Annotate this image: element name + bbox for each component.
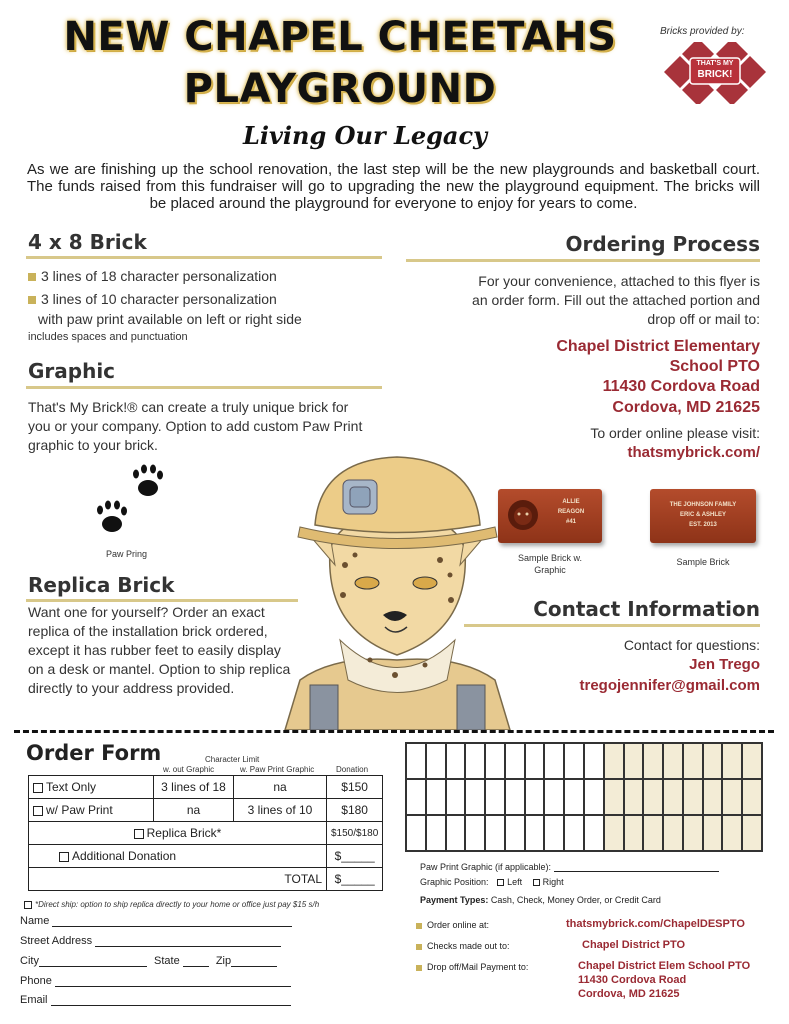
grid-cell[interactable] <box>525 779 545 815</box>
brick-note: includes spaces and punctuation <box>28 331 188 343</box>
order-form-title: Order Form <box>26 741 162 765</box>
grid-cell[interactable] <box>446 743 466 779</box>
brick2-line1: THE JOHNSON FAMILY <box>669 502 737 508</box>
row2-with: 3 lines of 10 <box>234 799 327 822</box>
ordering-text: For your convenience, attached to this flyer is an order form. Fill out the attached portion and drop off or mail to: <box>472 273 760 327</box>
grid-cell[interactable] <box>722 815 742 851</box>
position-right-checkbox[interactable] <box>533 879 540 886</box>
grid-cell[interactable] <box>465 743 485 779</box>
grid-cell[interactable] <box>465 779 485 815</box>
sample-brick-graphic <box>498 489 602 543</box>
drop-label: Drop off/Mail Payment to: <box>416 962 528 972</box>
cheetah-mascot-illustration <box>275 455 520 730</box>
brick2-line2: ERIC & ASHLEY <box>679 512 727 518</box>
row-replica[interactable]: Replica Brick* <box>29 822 327 845</box>
lion-graphic-icon <box>506 495 540 537</box>
grid-cell[interactable] <box>446 779 466 815</box>
grid-cell[interactable] <box>485 743 505 779</box>
grid-cell[interactable] <box>525 815 545 851</box>
grid-cell[interactable] <box>683 743 703 779</box>
row2-price: $180 <box>327 799 383 822</box>
checks-value: Chapel District PTO <box>582 939 686 951</box>
bullet-icon <box>28 296 36 304</box>
grid-cell[interactable] <box>663 743 683 779</box>
contact-label: Contact for questions: <box>623 637 760 653</box>
row3-price: $150/$180 <box>327 822 383 845</box>
brick-section-title: 4 x 8 Brick <box>28 230 147 254</box>
table-row <box>29 776 383 799</box>
phone-input-line[interactable] <box>55 977 291 987</box>
row1-wout: 3 lines of 18 <box>154 776 234 799</box>
logo-text-1: THAT'S MY <box>696 60 734 67</box>
brick-engraving-grid[interactable] <box>405 742 763 852</box>
graphic-position-field: Graphic Position: Left Right <box>420 877 564 887</box>
text-only-checkbox[interactable] <box>33 783 43 793</box>
grid-cell[interactable] <box>683 815 703 851</box>
grid-cell[interactable] <box>564 779 584 815</box>
grid-cell[interactable] <box>624 815 644 851</box>
cut-line <box>14 730 774 733</box>
grid-cell[interactable] <box>505 743 525 779</box>
brick1-line2: REAGON <box>557 509 585 515</box>
grid-cell[interactable] <box>485 779 505 815</box>
grid-cell[interactable] <box>722 779 742 815</box>
grid-cell[interactable] <box>584 779 604 815</box>
brick1-line1: ALLIE <box>562 499 580 505</box>
grid-cell[interactable] <box>564 815 584 851</box>
brick1-caption-2: Graphic <box>534 565 566 575</box>
brick1-line3: #41 <box>565 519 576 525</box>
bullet-icon <box>416 923 422 929</box>
total-label: TOTAL <box>29 868 327 891</box>
grid-cell[interactable] <box>544 743 564 779</box>
grid-cell[interactable] <box>505 815 525 851</box>
donation-checkbox[interactable] <box>59 852 69 862</box>
graphic-section-title: Graphic <box>28 359 116 383</box>
grid-cell[interactable] <box>485 815 505 851</box>
grid-cell[interactable] <box>465 815 485 851</box>
brick-bullet-2: 3 lines of 10 character personalization <box>28 290 368 309</box>
grid-cell[interactable] <box>643 779 663 815</box>
city-state-zip-field[interactable]: City State Zip <box>20 955 277 967</box>
ordering-address-2: School PTO <box>669 358 760 375</box>
bullet-icon <box>416 965 422 971</box>
brick-bullet-1: 3 lines of 18 character personalization <box>28 267 368 286</box>
grid-cell[interactable] <box>544 779 564 815</box>
table-row <box>29 845 383 868</box>
grid-cell[interactable] <box>584 743 604 779</box>
grid-cell[interactable] <box>624 743 644 779</box>
grid-cell[interactable] <box>406 779 426 815</box>
replica-section-divider <box>26 599 298 602</box>
drop-address-2: 11430 Cordova Road <box>578 974 687 986</box>
email-input-line[interactable] <box>51 996 291 1006</box>
grid-cell[interactable] <box>426 743 446 779</box>
grid-cell[interactable] <box>446 815 466 851</box>
position-left-checkbox[interactable] <box>497 879 504 886</box>
paw-graphic-field[interactable]: Paw Print Graphic (if applicable): <box>420 862 719 872</box>
intro-paragraph: As we are finishing up the school renovation, the last step will be the new playgrounds and basketball court. The funds raised from this fundraiser will go to upgrading the new the playground equipment. The bricks will be placed around the playground for everyone to enjoy for years to come. <box>27 161 760 212</box>
grid-cell[interactable] <box>505 779 525 815</box>
replica-checkbox[interactable] <box>134 829 144 839</box>
contact-name: Jen Trego <box>689 656 760 673</box>
brick2-line3: EST. 2013 <box>689 522 717 528</box>
graphic-section-divider <box>26 386 382 389</box>
grid-cell[interactable] <box>742 779 762 815</box>
table-row <box>29 799 383 822</box>
ordering-online-url[interactable]: thatsmybrick.com/ <box>627 444 760 461</box>
grid-cell[interactable] <box>742 815 762 851</box>
grid-cell[interactable] <box>525 743 545 779</box>
row-paw-print[interactable]: w/ Paw Print <box>29 799 154 822</box>
row-text-only[interactable]: Text Only <box>29 776 154 799</box>
ship-checkbox[interactable] <box>24 901 32 909</box>
ordering-section-divider <box>406 259 760 262</box>
grid-cell[interactable] <box>703 743 723 779</box>
grid-cell[interactable] <box>544 815 564 851</box>
ordering-address-1: Chapel District Elementary <box>556 338 760 355</box>
replica-text: Want one for yourself? Order an exact replica of the installation brick ordered, except it has rubber feet to easily display on a desk or mantel. Option to ship replica directly to your address provided. <box>28 604 291 696</box>
grid-cell[interactable] <box>683 779 703 815</box>
paw-graphic-input-line[interactable] <box>554 862 719 872</box>
ordering-section-title: Ordering Process <box>565 232 760 256</box>
brick-bullet-2-cont: with paw print available on left or right side <box>38 311 302 327</box>
phone-field[interactable]: Phone <box>20 975 291 987</box>
provider-label: Bricks provided by: <box>660 26 745 37</box>
bullet-icon <box>28 273 36 281</box>
paw-caption: Paw Pring <box>106 549 148 559</box>
col-with-label: w. Paw Print Graphic <box>240 765 315 774</box>
drop-address-3: Cordova, MD 21625 <box>578 988 680 1000</box>
grid-cell[interactable] <box>663 779 683 815</box>
online-order-url[interactable]: thatsmybrick.com/ChapelDESPTO <box>566 918 745 930</box>
grid-cell[interactable] <box>703 815 723 851</box>
contact-section-divider <box>464 624 760 627</box>
name-field[interactable]: Name <box>20 915 292 927</box>
ship-note: *Direct ship: option to ship replica directly to your home or office just pay $15 s/h <box>24 900 319 909</box>
grid-cell[interactable] <box>426 779 446 815</box>
grid-cell[interactable] <box>604 743 624 779</box>
grid-cell[interactable] <box>406 743 426 779</box>
brick2-caption: Sample Brick <box>676 557 730 567</box>
row4-price[interactable]: $_____ <box>327 845 383 868</box>
graphic-text: That's My Brick!® can create a truly unique brick for you or your company. Option to add custom Paw Print graphic to your brick. <box>28 399 363 453</box>
grid-cell[interactable] <box>564 743 584 779</box>
grid-cell[interactable] <box>742 743 762 779</box>
ordering-address-4: Cordova, MD 21625 <box>612 399 760 416</box>
subtitle: Living Our Legacy <box>242 121 488 150</box>
brick1-caption-1: Sample Brick w. <box>517 553 583 563</box>
email-field[interactable]: Email <box>20 994 291 1006</box>
sample-brick-text <box>650 489 756 543</box>
title-line-1: NEW CHAPEL CHEETAHS <box>63 14 617 60</box>
paw-print-icon <box>90 460 170 540</box>
grid-cell[interactable] <box>426 815 446 851</box>
grid-cell[interactable] <box>584 815 604 851</box>
name-input-line[interactable] <box>52 917 292 927</box>
col-wout-label: w. out Graphic <box>163 765 215 774</box>
thats-my-brick-logo <box>664 42 766 104</box>
city-input-line[interactable] <box>39 957 147 967</box>
replica-section-title: Replica Brick <box>28 573 175 597</box>
zip-input-line[interactable] <box>231 957 277 967</box>
payment-types: Payment Types: Cash, Check, Money Order, or Credit Card <box>420 895 661 905</box>
grid-cell[interactable] <box>406 815 426 851</box>
grid-cell[interactable] <box>643 815 663 851</box>
table-row <box>29 822 383 845</box>
char-limit-label: Character Limit <box>205 755 260 764</box>
street-field[interactable]: Street Address <box>20 935 281 947</box>
brick-section-divider <box>26 256 382 259</box>
table-row <box>29 868 383 891</box>
drop-address-1: Chapel District Elem School PTO <box>578 960 751 972</box>
col-donation-label: Donation <box>336 765 369 774</box>
grid-cell[interactable] <box>604 815 624 851</box>
street-input-line[interactable] <box>95 937 281 947</box>
order-table <box>28 775 383 891</box>
ordering-online-label: To order online please visit: <box>590 425 760 441</box>
row2-wout: na <box>154 799 234 822</box>
title-line-2: PLAYGROUND <box>183 66 497 112</box>
row1-with: na <box>234 776 327 799</box>
grid-cell[interactable] <box>643 743 663 779</box>
row1-price: $150 <box>327 776 383 799</box>
contact-section-title: Contact Information <box>533 597 760 621</box>
row-additional-donation[interactable]: Additional Donation <box>29 845 327 868</box>
logo-text-2: BRICK! <box>697 69 733 80</box>
checks-label: Checks made out to: <box>416 941 510 951</box>
grid-cell[interactable] <box>663 815 683 851</box>
total-price[interactable]: $_____ <box>327 868 383 891</box>
contact-email[interactable]: tregojennifer@gmail.com <box>579 677 760 694</box>
paw-print-checkbox[interactable] <box>33 806 43 816</box>
bullet-icon <box>416 944 422 950</box>
grid-cell[interactable] <box>722 743 742 779</box>
online-label: Order online at: <box>416 920 489 930</box>
ordering-address-3: 11430 Cordova Road <box>602 378 760 395</box>
grid-cell[interactable] <box>703 779 723 815</box>
state-input-line[interactable] <box>183 957 209 967</box>
grid-cell[interactable] <box>624 779 644 815</box>
grid-cell[interactable] <box>604 779 624 815</box>
